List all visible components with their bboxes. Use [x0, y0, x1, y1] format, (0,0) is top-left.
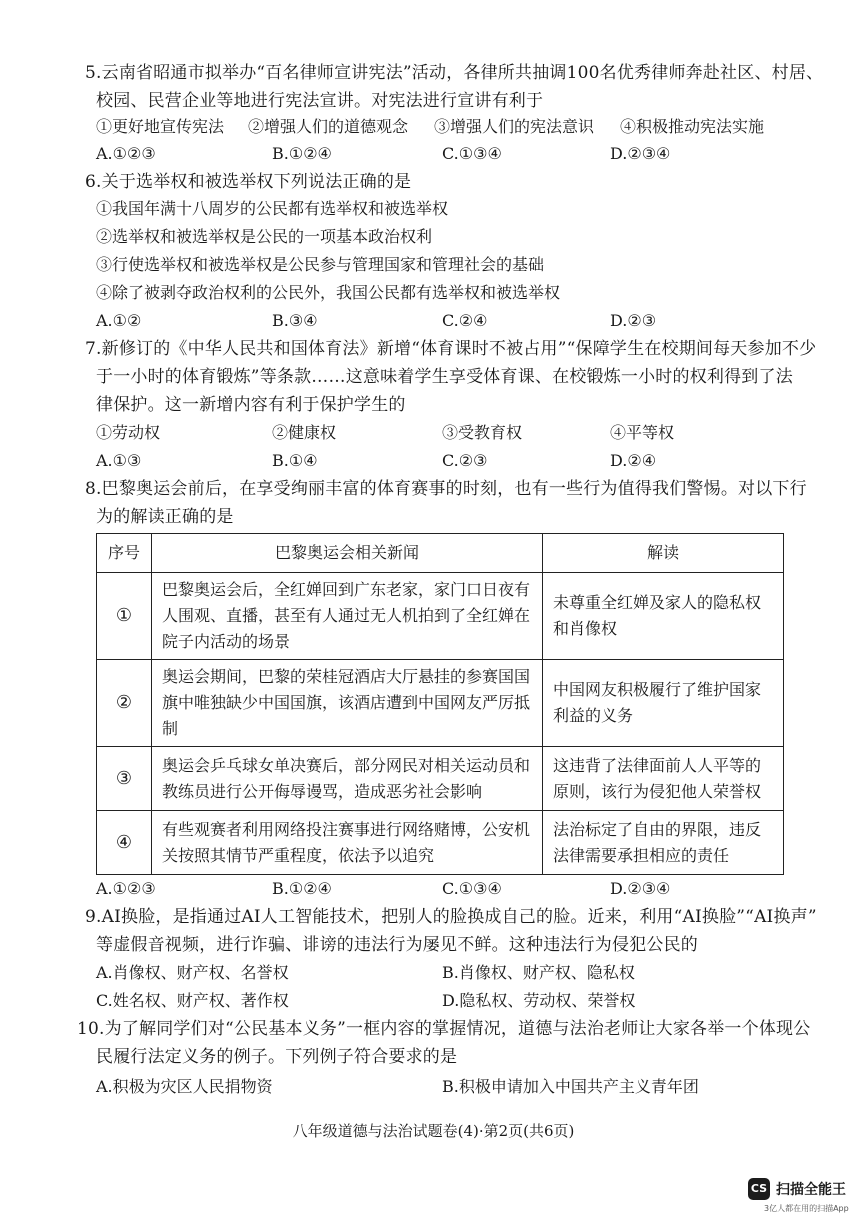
statement-item: ④除了被剥夺政治权利的公民外，我国公民都有选举权和被选举权 — [96, 283, 561, 302]
news-cell: 巴黎奥运会后，全红婵回到广东老家，家门口日夜有人围观、直播，甚至有人通过无人机拍到了全红婵在院子内活动的场景 — [152, 573, 543, 660]
answer-option: A.积极为灾区人民捐物资 — [96, 1077, 273, 1096]
answer-option: D.②④ — [610, 451, 657, 470]
table-row — [97, 811, 784, 875]
answer-option: C.①③④ — [442, 879, 502, 898]
news-cell: 奥运会期间，巴黎的荣桂冠酒店大厅悬挂的参赛国国旗中唯独缺少中国国旗，该酒店遭到中国网友严厉抵制 — [152, 660, 543, 747]
question-stem-line: 于一小时的体育锻炼”等条款……这意味着学生享受体育课、在校锻炼一小时的权利得到了法 — [96, 367, 793, 387]
statement-item: ④积极推动宪法实施 — [620, 117, 765, 136]
answer-option: A.①②③ — [96, 879, 156, 898]
page-footer: 八年级道德与法治试题卷(4)·第2页(共6页) — [292, 1122, 575, 1140]
answer-option: C.姓名权、财产权、著作权 — [96, 991, 289, 1010]
answer-option: A.①③ — [96, 451, 142, 470]
statement-item: ③行使选举权和被选举权是公民参与管理国家和管理社会的基础 — [96, 255, 545, 274]
question-stem-line: 校园、民营企业等地进行宪法宣讲。对宪法进行宣讲有利于 — [96, 91, 544, 111]
reading-cell: 中国网友积极履行了维护国家利益的义务 — [543, 660, 784, 747]
answer-option: B.①②④ — [272, 879, 332, 898]
answer-option: D.②③④ — [610, 144, 671, 163]
answer-option: B.③④ — [272, 311, 318, 330]
question-stem-line: 8.巴黎奥运会前后，在享受绚丽丰富的体育赛事的时刻，也有一些行为值得我们警惕。对以下行 — [85, 479, 807, 499]
answer-option: C.②④ — [442, 311, 488, 330]
scanner-app-name: 扫描全能王 — [776, 1182, 846, 1198]
reading-cell: 未尊重全红婵及家人的隐私权和肖像权 — [543, 573, 784, 660]
reading-cell: 这违背了法律面前人人平等的原则，该行为侵犯他人荣誉权 — [543, 747, 784, 811]
news-table — [96, 533, 784, 875]
question-stem-line: 为的解读正确的是 — [96, 507, 234, 527]
statement-item: ②健康权 — [272, 423, 337, 442]
answer-option: B.积极申请加入中国共产主义青年团 — [442, 1077, 699, 1096]
reading-cell: 法治标定了自由的界限，违反法律需要承担相应的责任 — [543, 811, 784, 875]
answer-option: C.①③④ — [442, 144, 502, 163]
statement-item: ④平等权 — [610, 423, 675, 442]
answer-option: B.肖像权、财产权、隐私权 — [442, 963, 635, 982]
row-number: ① — [97, 573, 152, 660]
column-header-number: 序号 — [97, 534, 152, 573]
news-cell: 奥运会乒乓球女单决赛后，部分网民对相关运动员和教练员进行公开侮辱谩骂，造成恶劣社会影响 — [152, 747, 543, 811]
table-header-row — [97, 534, 784, 573]
row-number: ④ — [97, 811, 152, 875]
table-row — [97, 573, 784, 660]
question-stem-line: 民履行法定义务的例子。下列例子符合要求的是 — [96, 1047, 458, 1067]
answer-option: A.①②③ — [96, 144, 156, 163]
column-header-reading: 解读 — [543, 534, 784, 573]
answer-option: B.①④ — [272, 451, 318, 470]
news-cell: 有些观赛者利用网络投注赛事进行网络赌博，公安机关按照其情节严重程度，依法予以追究 — [152, 811, 543, 875]
statement-item: ③受教育权 — [442, 423, 523, 442]
question-stem-line: 9.AI换脸，是指通过AI人工智能技术，把别人的脸换成自己的脸。近来，利用“AI换脸”“AI换声” — [85, 907, 817, 927]
statement-item: ②增强人们的道德观念 — [248, 117, 409, 136]
question-stem-line: 6.关于选举权和被选举权下列说法正确的是 — [85, 172, 412, 192]
statement-item: ①我国年满十八周岁的公民都有选举权和被选举权 — [96, 199, 449, 218]
row-number: ② — [97, 660, 152, 747]
question-stem-line: 等虚假音视频，进行诈骗、诽谤的违法行为屡见不鲜。这种违法行为侵犯公民的 — [96, 935, 698, 955]
table-row — [97, 747, 784, 811]
table-row — [97, 660, 784, 747]
answer-option: D.②③ — [610, 311, 657, 330]
question-stem-line: 律保护。这一新增内容有利于保护学生的 — [96, 395, 406, 415]
answer-option: A.①② — [96, 311, 142, 330]
answer-option: D.隐私权、劳动权、荣誉权 — [442, 991, 636, 1010]
row-number: ③ — [97, 747, 152, 811]
question-stem-line: 7.新修订的《中华人民共和国体育法》新增“体育课时不被占用”“保障学生在校期间每天参加不少 — [85, 339, 817, 359]
scanner-tagline: 3亿人都在用的扫描App — [764, 1204, 849, 1213]
answer-option: C.②③ — [442, 451, 488, 470]
statement-item: ③增强人们的宪法意识 — [434, 117, 595, 136]
answer-option: B.①②④ — [272, 144, 332, 163]
question-stem-line: 10.为了解同学们对“公民基本义务”一框内容的掌握情况，道德与法治老师让大家各举一个体现公 — [77, 1019, 811, 1039]
answer-option: D.②③④ — [610, 879, 671, 898]
statement-item: ②选举权和被选举权是公民的一项基本政治权利 — [96, 227, 433, 246]
statement-item: ①劳动权 — [96, 423, 161, 442]
question-stem-line: 5.云南省昭通市拟举办“百名律师宣讲宪法”活动，各律所共抽调100名优秀律师奔赴社区、村居、 — [85, 63, 824, 83]
answer-option: A.肖像权、财产权、名誉权 — [96, 963, 289, 982]
camscanner-logo-icon: CS — [748, 1178, 770, 1200]
statement-item: ①更好地宣传宪法 — [96, 117, 225, 136]
column-header-news: 巴黎奥运会相关新闻 — [152, 534, 543, 573]
